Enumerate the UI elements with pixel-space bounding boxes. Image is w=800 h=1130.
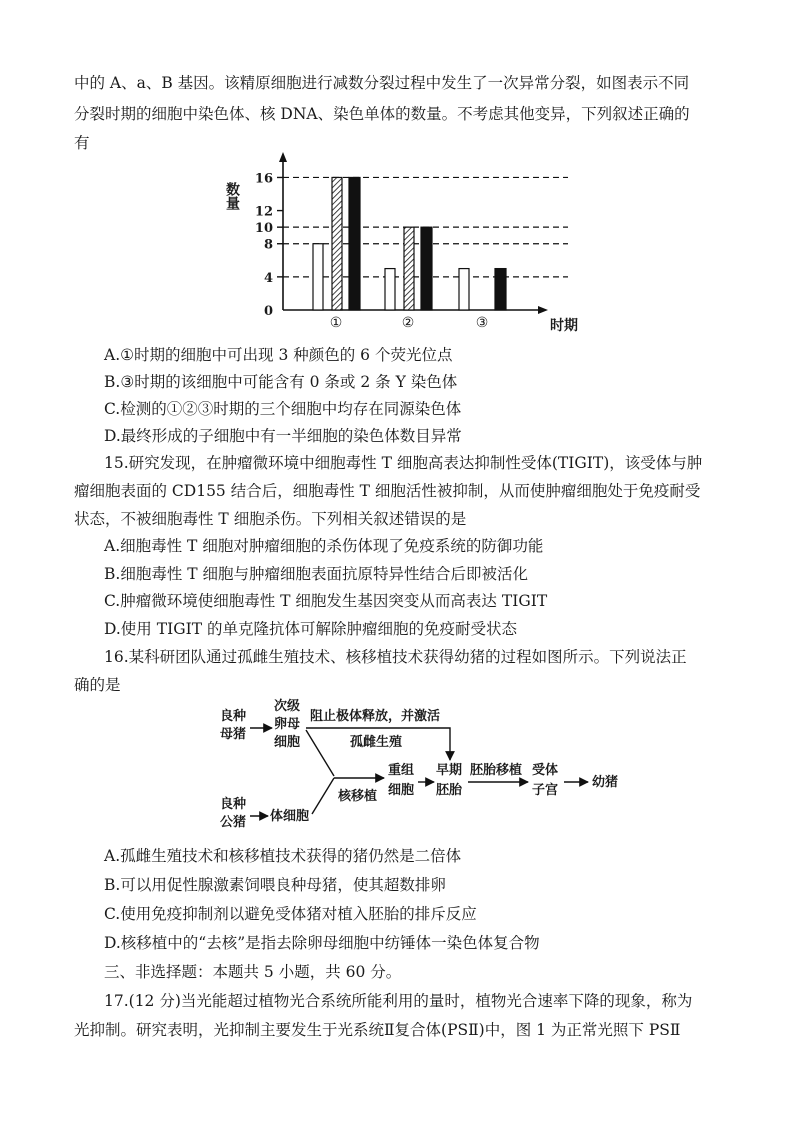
q15-text-line-3: 状态，不被细胞毒性 T 细胞杀伤。下列相关叙述错误的是 <box>74 510 467 528</box>
y-axis-label: 数量 <box>224 182 240 210</box>
uterus-label-2: 子宫 <box>532 783 559 798</box>
y-axis-arrow <box>279 152 287 162</box>
bar-white-2 <box>385 269 395 310</box>
bar-hatched-2 <box>404 227 414 310</box>
x-axis-label: 时期 <box>550 318 578 334</box>
q14-option-c: C.检测的①②③时期的三个细胞中均存在同源染色体 <box>104 400 462 418</box>
arrow-oocyte-to-transfer <box>306 730 334 776</box>
male-pig-label-1: 良种 <box>220 797 247 812</box>
x-category-1: ① <box>329 315 343 331</box>
q16-option-c: C.使用免疫抑制剂以避免受体猪对植入胚胎的排斥反应 <box>104 905 477 923</box>
q14-option-a: A.①时期的细胞中可出现 3 种颜色的 6 个荧光位点 <box>104 346 453 364</box>
embryo-transfer-label: 胚胎移植 <box>470 763 523 778</box>
bar-chart <box>224 150 588 340</box>
q14-text-line-3: 有 <box>74 134 90 152</box>
y-tick-label-10: 10 <box>254 221 273 237</box>
y-axis-ticks <box>255 171 283 319</box>
x-category-3: ③ <box>475 315 489 331</box>
bar-black-3 <box>495 269 506 310</box>
q16-text-line-2: 确的是 <box>74 676 121 694</box>
q15-text-line-1: 15.研究发现，在肿瘤微环境中细胞毒性 T 细胞高表达抑制性受体(TIGIT)，该受体与肿 <box>104 454 703 472</box>
piglet-label: 幼猪 <box>592 775 619 790</box>
cloning-flow-diagram <box>208 690 648 838</box>
bar-hatched-1 <box>332 177 342 310</box>
oocyte-label-1: 次级 <box>274 699 301 714</box>
female-pig-label-2: 母猪 <box>220 727 247 742</box>
embryo-label-1: 早期 <box>436 763 463 778</box>
nuclear-transfer-label: 核移植 <box>338 789 378 804</box>
q15-option-a: A.细胞毒性 T 细胞对肿瘤细胞的杀伤体现了免疫系统的防御功能 <box>104 537 544 555</box>
q14-text-line-2: 分裂时期的细胞中染色体、核 DNA、染色单体的数量。不考虑其他变异，下列叙述正确的 <box>74 105 690 123</box>
bar-black-1 <box>349 177 360 310</box>
q17-text-line-2: 光抑制。研究表明，光抑制主要发生于光系统Ⅱ复合体(PSⅡ)中，图 1 为正常光照下 PSⅡ <box>74 1021 681 1039</box>
recon-cell-label-1: 重组 <box>388 763 415 778</box>
q14-option-d: D.最终形成的子细胞中有一半细胞的染色体数目异常 <box>104 427 462 445</box>
parthenogenesis-label: 孤雌生殖 <box>350 735 403 750</box>
recon-cell-label-2: 细胞 <box>388 783 415 798</box>
x-category-2: ② <box>401 315 415 331</box>
activation-label: 阻止极体释放，并激活 <box>310 709 441 724</box>
x-axis-arrow <box>538 306 548 314</box>
y-tick-label-16: 16 <box>254 171 273 187</box>
q17-text-line-1: 17.(12 分)当光能超过植物光合系统所能利用的量时，植物光合速率下降的现象，称为 <box>104 992 693 1010</box>
x-axis-categories <box>330 315 489 331</box>
bar-black-2 <box>421 227 432 310</box>
arrow-somatic-to-transfer <box>312 778 334 814</box>
q16-option-b: B.可以用促性腺激素饲喂良种母猪，使其超数排卵 <box>104 876 446 894</box>
oocyte-label-3: 细胞 <box>274 735 301 750</box>
q16-option-a: A.孤雌生殖技术和核移植技术获得的猪仍然是二倍体 <box>104 847 462 865</box>
section-heading: 三、非选择题：本题共 5 小题，共 60 分。 <box>104 963 402 981</box>
male-pig-label-2: 公猪 <box>220 815 247 830</box>
q15-option-b: B.细胞毒性 T 细胞与肿瘤细胞表面抗原特异性结合后即被活化 <box>104 565 529 583</box>
q16-text-line-1: 16.某科研团队通过孤雌生殖技术、核移植技术获得幼猪的过程如图所示。下列说法正 <box>104 648 687 666</box>
y-tick-label-8: 8 <box>263 237 273 253</box>
female-pig-label-1: 良种 <box>220 709 247 724</box>
bar-white-3 <box>459 269 469 310</box>
y-tick-label-12: 12 <box>254 204 273 220</box>
embryo-label-2: 胚胎 <box>436 783 463 798</box>
q15-text-line-2: 瘤细胞表面的 CD155 结合后，细胞毒性 T 细胞活性被抑制，从而使肿瘤细胞处于免疫耐受 <box>74 482 701 500</box>
q16-option-d: D.核移植中的“去核”是指去除卵母细胞中纺锤体一染色体复合物 <box>104 934 540 952</box>
bar-white-1 <box>313 244 323 310</box>
oocyte-label-2: 卵母 <box>274 717 301 732</box>
q15-option-c: C.肿瘤微环境使细胞毒性 T 细胞发生基因突变从而高表达 TIGIT <box>104 592 548 610</box>
y-tick-label-4: 4 <box>263 270 273 286</box>
q14-text-line-1: 中的 A、a、B 基因。该精原细胞进行减数分裂过程中发生了一次异常分裂，如图表示不同 <box>74 74 690 92</box>
somatic-cell-label: 体细胞 <box>270 809 310 824</box>
y-tick-label-0: 0 <box>263 304 273 319</box>
q15-option-d: D.使用 TIGIT 的单克隆抗体可解除肿瘤细胞的免疫耐受状态 <box>104 620 517 638</box>
uterus-label-1: 受体 <box>532 763 559 778</box>
q14-option-b: B.③时期的该细胞中可能含有 0 条或 2 条 Y 染色体 <box>104 373 458 391</box>
